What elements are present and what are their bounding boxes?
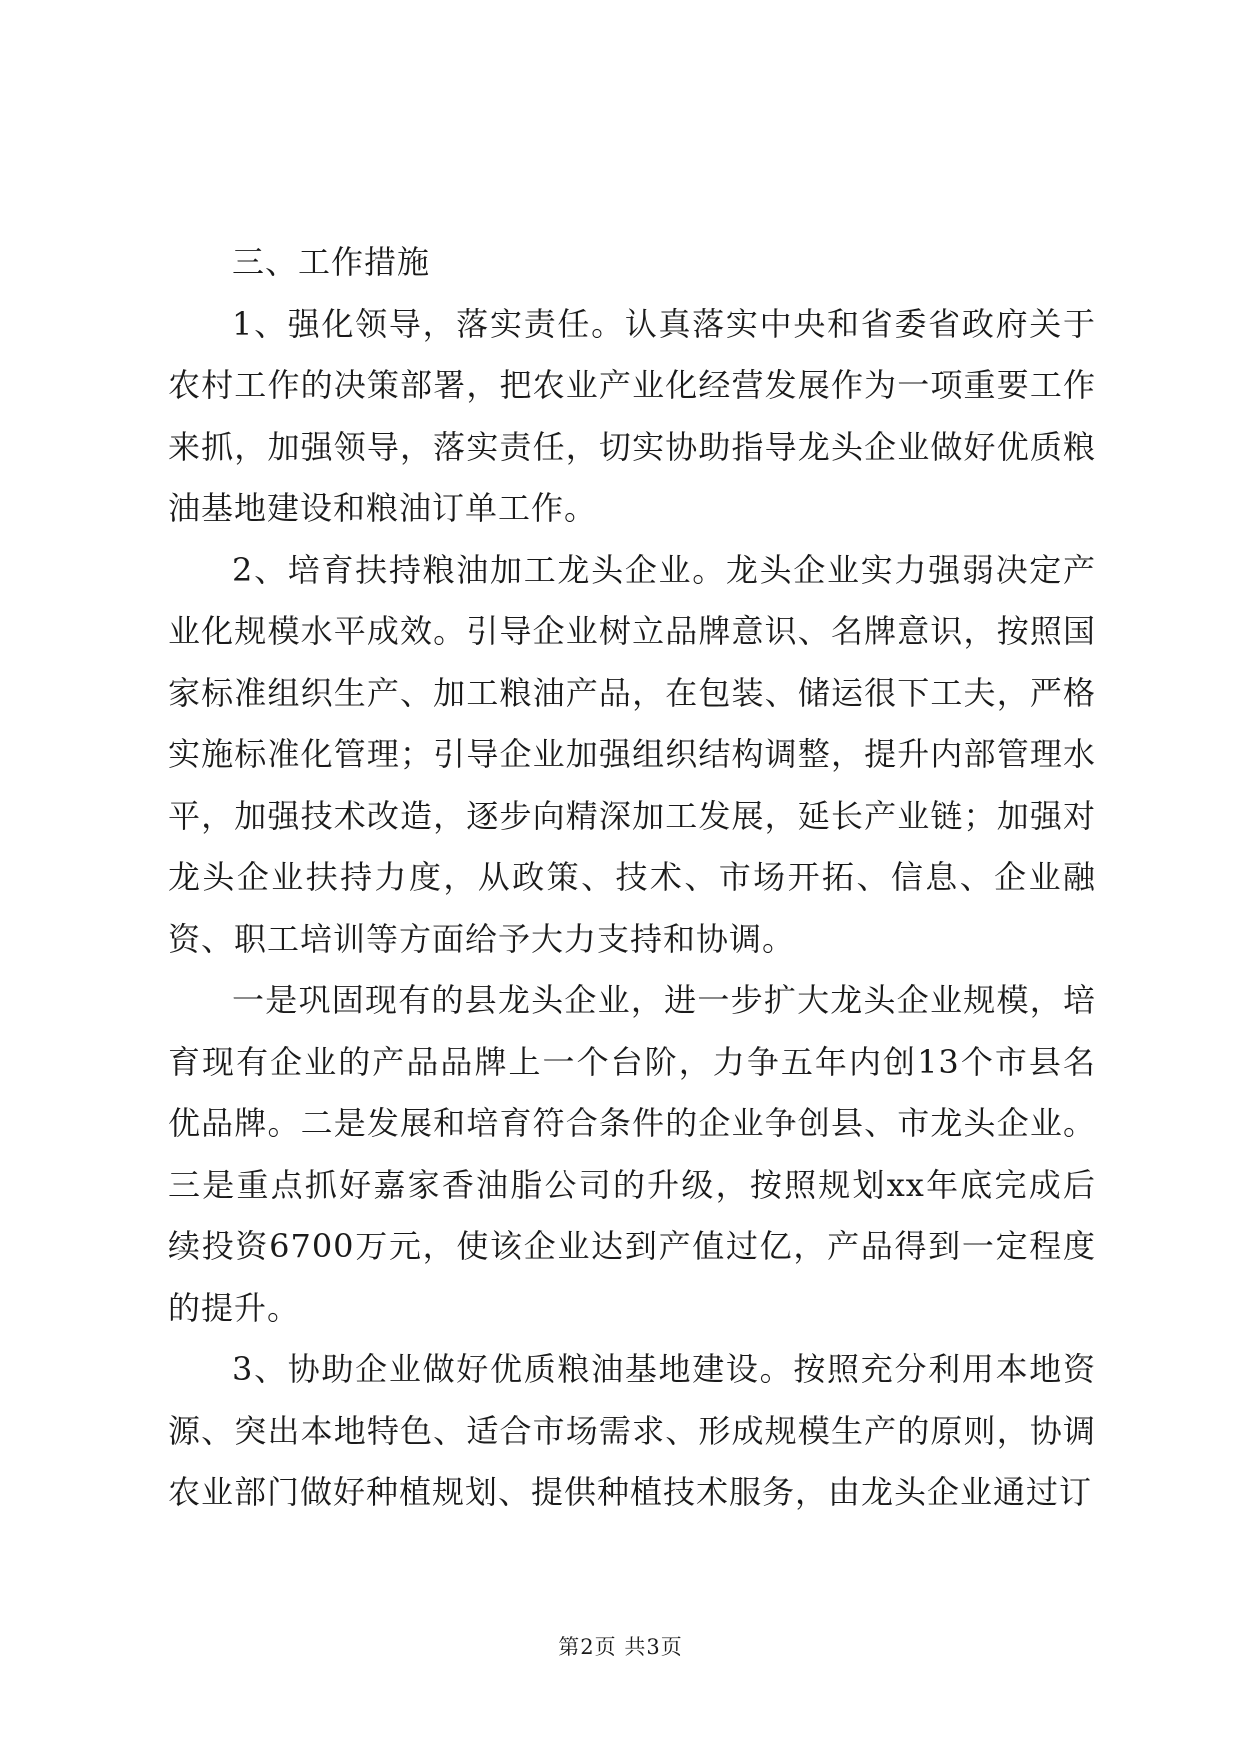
paragraph: 1、强化领导，落实责任。认真落实中央和省委省政府关于农村工作的决策部署，把农业产业化经营发展作为一项重要工作来抓，加强领导，落实责任，切实协助指导龙头企业做好优质粮油基地建设和粮油订单工作。 [168,304,1096,527]
paragraph: 3、协助企业做好优质粮油基地建设。按照充分利用本地资源、突出本地特色、适合市场需求、形成规模生产的原则，协调农业部门做好种植规划、提供种植技术服务，由龙头企业通过订 [168,1350,1096,1511]
paragraph: 2、培育扶持粮油加工龙头企业。龙头企业实力强弱决定产业化规模水平成效。引导企业树立品牌意识、名牌意识，按照国家标准组织生产、加工粮油产品，在包装、储运很下工夫，严格实施标准化管理；引导企业加强组织结构调整，提升内部管理水平，加强技术改造，逐步向精深加工发展，延长产业链；加强对龙头企业扶持力度，从政策、技术、市场开拓、信息、企业融资、职工培训等方面给予大力支持和协调。 [168,550,1096,958]
document-body [168,232,1096,1524]
paragraph: 一是巩固现有的县龙头企业，进一步扩大龙头企业规模，培育现有企业的产品品牌上一个台阶，力争五年内创13个市县名优品牌。二是发展和培育符合条件的企业争创县、市龙头企业。三是重点抓好嘉家香油脂公司的升级，按照规划xx年底完成后续投资6700万元，使该企业达到产值过亿，产品得到一定程度的提升。 [168,981,1096,1327]
page-number-footer: 第2页 共3页 [558,1635,683,1659]
section-heading: 三、工作措施 [232,243,431,281]
